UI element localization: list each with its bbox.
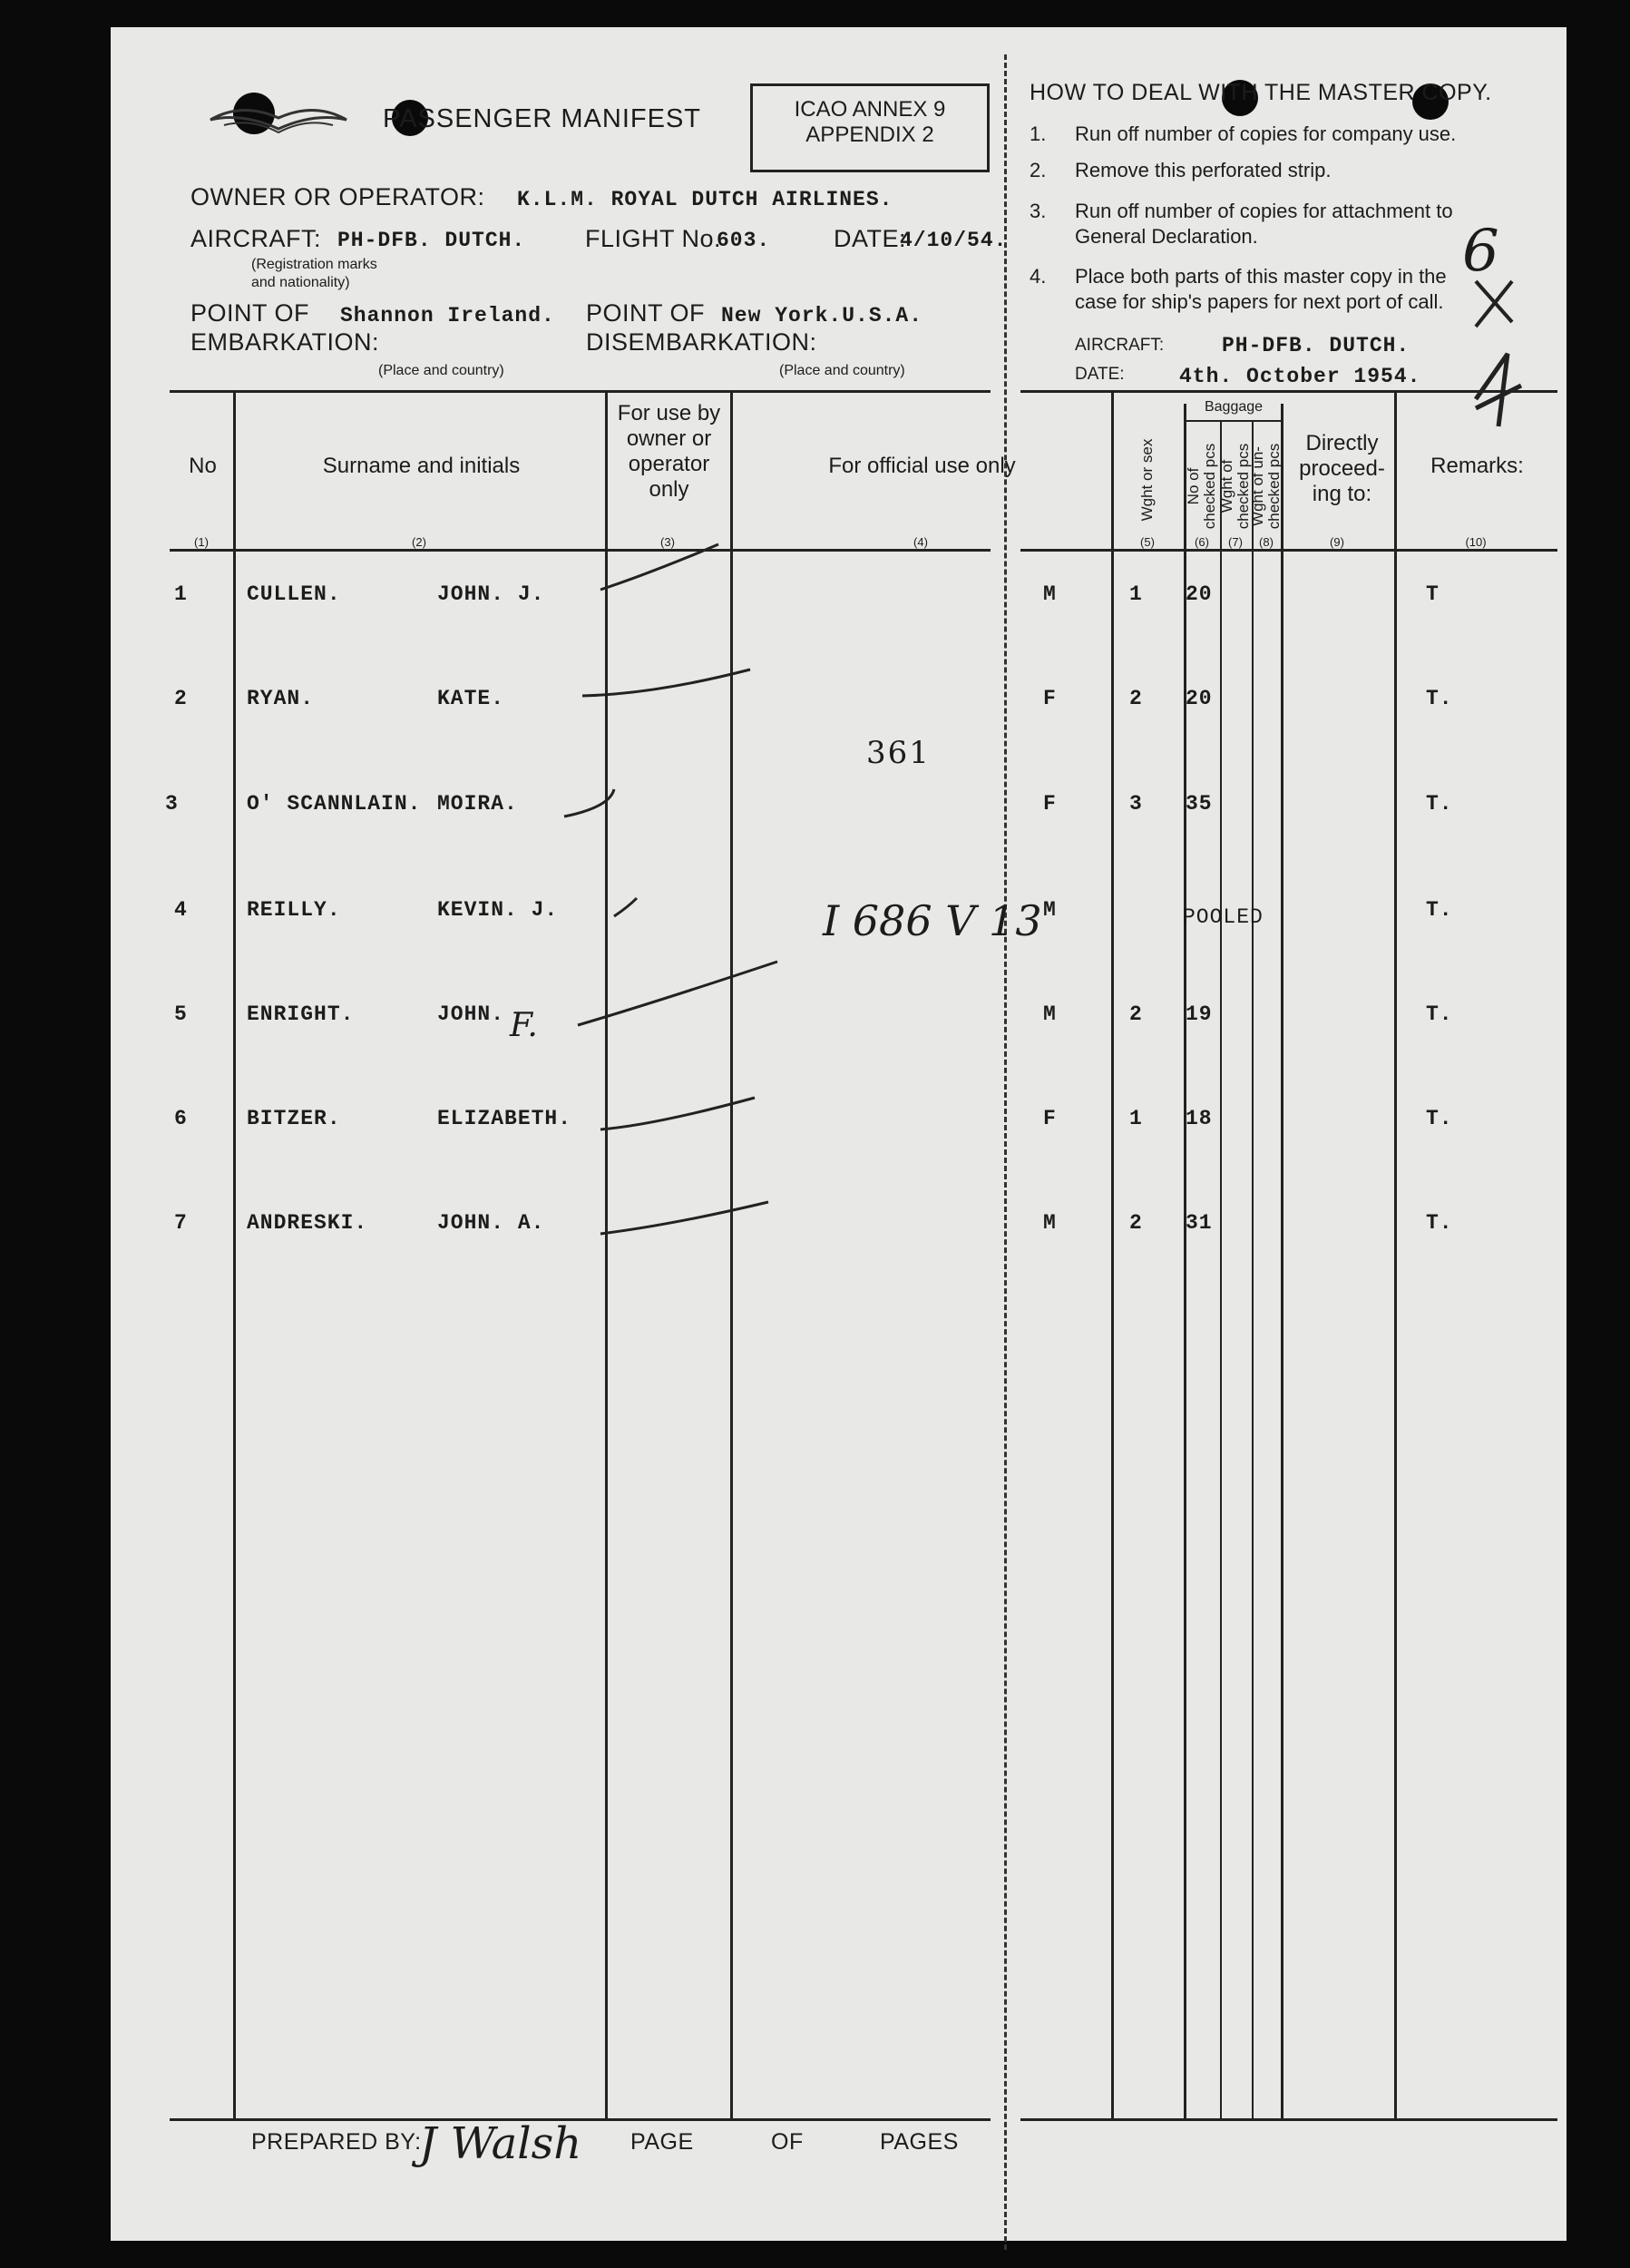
aircraft-label: AIRCRAFT: [190, 225, 322, 252]
row-number: 4 [174, 898, 188, 922]
column-number: (4) [913, 535, 928, 549]
passenger-sex: M [1043, 1211, 1057, 1235]
prepared-by-label: PREPARED BY: [251, 2129, 422, 2155]
instruction-number: 4. [1030, 265, 1047, 288]
col-header-baggage: Baggage [1204, 399, 1264, 415]
baggage-pcs: 3 [1129, 792, 1143, 816]
instructions-heading: HOW TO DEAL WITH THE MASTER COPY. [1030, 80, 1492, 105]
aircraft-value: PH-DFB. DUTCH. [337, 229, 526, 252]
passenger-surname: ANDRESKI. [247, 1211, 368, 1235]
col-header-unchecked-wght: Wght of un-checked pcs [1249, 443, 1283, 530]
col-divider [1281, 404, 1284, 2118]
embark-label-1: POINT OF [190, 299, 310, 327]
col-divider [233, 390, 236, 2118]
of-label: OF [771, 2129, 804, 2155]
header-bottom-rule [170, 549, 991, 552]
col-header-owner-use: For use by owner or operator only [617, 401, 721, 502]
col-header-checked-pcs: No of checked pcs [1185, 443, 1218, 530]
right-aircraft-label: AIRCRAFT: [1075, 336, 1165, 355]
passenger-sex: M [1043, 582, 1057, 606]
col-header-weight-sex: Wght or sex [1138, 438, 1156, 522]
pooled-baggage-note: POOLED [1183, 905, 1264, 929]
passenger-initials: KEVIN. J. [437, 898, 559, 922]
passenger-initials: KATE. [437, 687, 505, 710]
table-top-rule [170, 390, 991, 393]
column-number: (10) [1465, 535, 1487, 549]
handwritten-reference: I 686 V 13 [823, 896, 1042, 945]
col-header-checked-wght: Wght of checked pcs [1218, 443, 1252, 530]
col-divider [1220, 422, 1222, 2118]
table-top-rule-right [1020, 390, 1557, 393]
col-divider [1184, 404, 1186, 2118]
passenger-initials: ELIZABETH. [437, 1107, 572, 1130]
baggage-weight: 20 [1186, 687, 1213, 710]
embark-place-note: (Place and country) [378, 363, 504, 378]
passenger-initials: JOHN. J. [437, 582, 545, 606]
baggage-pcs: 1 [1129, 1107, 1143, 1130]
right-date-label: DATE: [1075, 365, 1125, 384]
col-divider [1252, 422, 1254, 2118]
passenger-surname: REILLY. [247, 898, 341, 922]
remarks-value: T. [1426, 1002, 1453, 1026]
instruction-text: Run off number of copies for company use. [1075, 122, 1457, 145]
col-header-surname: Surname and initials [322, 454, 521, 478]
passenger-surname: CULLEN. [247, 582, 341, 606]
baggage-pcs: 2 [1129, 687, 1143, 710]
right-aircraft-value: PH-DFB. DUTCH. [1222, 334, 1410, 357]
manifest-sheet [111, 27, 1567, 2241]
row-number: 3 [165, 792, 179, 816]
row-number: 1 [174, 582, 188, 606]
baggage-pcs: 2 [1129, 1211, 1143, 1235]
instruction-number: 3. [1030, 200, 1047, 222]
passenger-surname: BITZER. [247, 1107, 341, 1130]
disembark-value: New York.U.S.A. [721, 304, 923, 327]
embark-value: Shannon Ireland. [340, 304, 555, 327]
registration-note-1: (Registration marks [251, 257, 377, 272]
passenger-surname: O' SCANNLAIN. [247, 792, 422, 816]
flight-value: 603. [717, 229, 771, 252]
pages-label: PAGES [880, 2129, 959, 2155]
remarks-value: T. [1426, 792, 1453, 816]
icao-line-2: APPENDIX 2 [805, 122, 934, 147]
handwriting-strokes [111, 27, 1567, 2241]
row-number: 2 [174, 687, 188, 710]
column-number: (3) [660, 535, 675, 549]
col-header-directly: Directly proceed-ing to: [1299, 431, 1385, 506]
disembark-label-2: DISEMBARKATION: [586, 328, 817, 356]
passenger-sex: M [1043, 898, 1057, 922]
right-date-value: 4th. October 1954. [1179, 365, 1421, 388]
header-bottom-rule-right [1020, 549, 1557, 552]
column-number: (6) [1195, 535, 1209, 549]
column-number: (5) [1140, 535, 1155, 549]
baggage-weight: 18 [1186, 1107, 1213, 1130]
row-number: 5 [174, 1002, 188, 1026]
row-number: 6 [174, 1107, 188, 1130]
col-divider [730, 390, 733, 2118]
baggage-weight: 31 [1186, 1211, 1213, 1235]
col-divider [1394, 390, 1397, 2118]
instruction-text: Remove this perforated strip. [1075, 159, 1332, 181]
date-label: DATE: [834, 225, 907, 252]
baggage-weight: 35 [1186, 792, 1213, 816]
form-title: PASSENGER MANIFEST [383, 104, 702, 133]
row-number: 7 [174, 1211, 188, 1235]
owner-value: K.L.M. ROYAL DUTCH AIRLINES. [517, 188, 893, 211]
column-number: (9) [1330, 535, 1344, 549]
passenger-initials: JOHN. [437, 1002, 505, 1026]
passenger-initials: MOIRA. [437, 792, 518, 816]
passenger-surname: ENRIGHT. [247, 1002, 355, 1026]
instruction-number: 2. [1030, 159, 1047, 181]
remarks-value: T. [1426, 1107, 1453, 1130]
icao-line-1: ICAO ANNEX 9 [794, 97, 946, 122]
table-bottom-rule-right [1020, 2118, 1557, 2121]
col-divider [1111, 390, 1114, 2118]
stamp-361: 361 [866, 735, 931, 771]
passenger-sex: F [1043, 687, 1057, 710]
instruction-number: 1. [1030, 122, 1047, 145]
registration-note-2: and nationality) [251, 275, 350, 290]
passenger-sex: M [1043, 1002, 1057, 1026]
instruction-text: General Declaration. [1075, 225, 1258, 248]
owner-label: OWNER OR OPERATOR: [190, 183, 485, 210]
preparer-signature: J Walsh [419, 2118, 582, 2169]
disembark-place-note: (Place and country) [779, 363, 905, 378]
instruction-text: Run off number of copies for attachment to [1075, 200, 1453, 222]
klm-logo-icon [206, 93, 351, 147]
embark-label-2: EMBARKATION: [190, 328, 380, 356]
date-value: 4/10/54. [900, 229, 1008, 252]
baggage-pcs: 1 [1129, 582, 1143, 606]
remarks-value: T. [1426, 1211, 1453, 1235]
passenger-sex: F [1043, 1107, 1057, 1130]
passenger-sex: F [1043, 792, 1057, 816]
perforation-line [1004, 54, 1007, 2250]
instruction-text: Place both parts of this master copy in the [1075, 265, 1447, 288]
column-number: (1) [194, 535, 209, 549]
disembark-label-1: POINT OF [586, 299, 706, 327]
col-header-official: For official use only [828, 454, 1016, 478]
baggage-weight: 20 [1186, 582, 1213, 606]
col-header-no: No [189, 454, 217, 478]
margin-number: 6 [1462, 218, 1499, 285]
passenger-surname: RYAN. [247, 687, 315, 710]
remarks-value: T. [1426, 687, 1453, 710]
baggage-rule [1184, 420, 1284, 422]
handwritten-initial: F. [510, 1007, 538, 1044]
col-divider [605, 390, 608, 2118]
column-number: (7) [1228, 535, 1243, 549]
passenger-initials: JOHN. A. [437, 1211, 545, 1235]
remarks-value: T [1426, 582, 1440, 606]
icao-box [750, 83, 990, 172]
column-number: (8) [1259, 535, 1274, 549]
baggage-pcs: 2 [1129, 1002, 1143, 1026]
column-number: (2) [412, 535, 426, 549]
page-label: PAGE [630, 2129, 694, 2155]
baggage-weight: 19 [1186, 1002, 1213, 1026]
col-header-remarks: Remarks: [1430, 454, 1524, 478]
flight-label: FLIGHT No. [585, 225, 722, 252]
remarks-value: T. [1426, 898, 1453, 922]
instruction-text: case for ship's papers for next port of call. [1075, 290, 1444, 313]
